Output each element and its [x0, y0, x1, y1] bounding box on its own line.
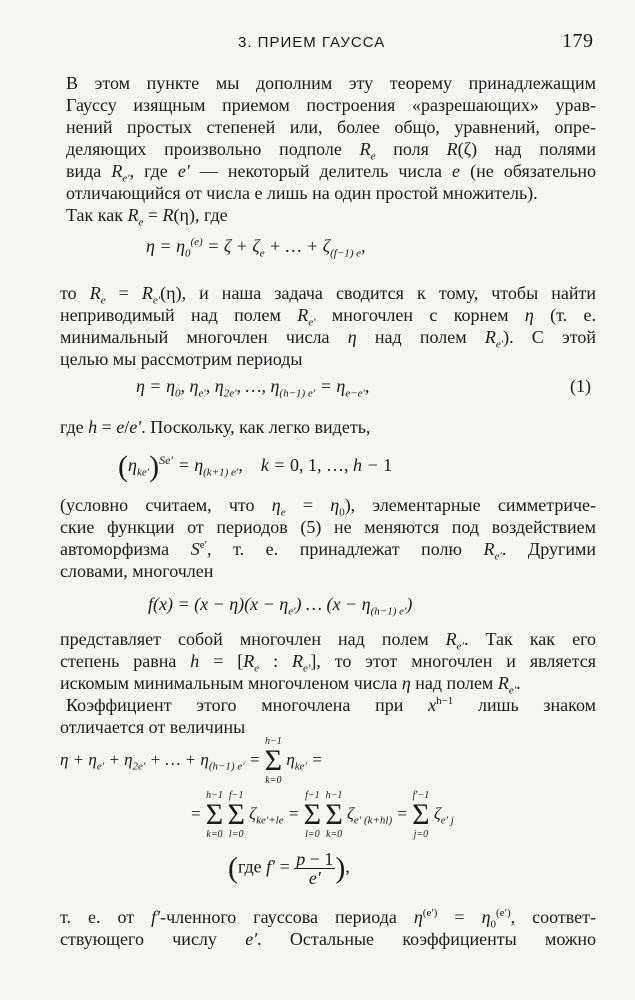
paragraph-minimal-polynomial	[60, 628, 596, 697]
text-line: искомым минимальным многочленом числа η над полем $R_{e'}$.	[60, 673, 521, 697]
text-line: минимальный многочлен числа η над полем $R_{e'}$). С этой	[60, 327, 597, 351]
text-line: словами, многочлен	[60, 561, 214, 581]
formula-periods: $\eta = \eta_0$, $\eta_{e'}$, $\eta_{2e'}$, …, $\eta_{(h-1) e'} = \eta_{e-e'}$,	[136, 376, 370, 400]
text-line: автоморфизма $S^{e'}$, т. е. принадлежат полю $R_{e'}$. Другими	[60, 539, 596, 563]
text-line: отличается от величины	[60, 717, 246, 737]
text-line: В этом пункте мы дополним эту теорему принадлежащим	[66, 73, 596, 93]
paragraph-coefficient	[60, 694, 596, 738]
paragraph-reduction	[60, 282, 596, 370]
text-line: деляющих произвольно подполе $R_e$ поля R(ζ) над полями	[66, 139, 597, 163]
formula-eta-sum: $\eta = \eta_0^{(e)} = \zeta + \zeta_e$ + … + $\zeta_{(f-1) e}$,	[146, 236, 366, 260]
text-line: целью мы рассмотрим периоды	[60, 349, 303, 369]
paragraph-intro	[60, 72, 596, 204]
equation-number: (1)	[570, 376, 591, 396]
text-line: нений простых степеней или, более общо, уравнений, опре-	[66, 117, 596, 137]
text-line: ские функции от периодов (5) не меняются под воздействием	[60, 517, 596, 537]
text-line: Так как $R_e = R(\eta)$, где	[66, 205, 228, 229]
text-line: ствующего числу e′. Остальные коэффициенты можно	[60, 929, 596, 949]
text-line: отличающийся от числа e лишь на один простой множитель).	[66, 183, 538, 203]
text-line: Коэффициент этого многочлена при $x^{h-1}$ лишь знаком	[66, 695, 597, 715]
formula-sum-line2: = h−1 Σ k=0 f−1 Σ l=0 $\zeta_{ke'+le}$ = f−1 Σ l=0 h−1 Σ k=0 $\zeta_{e' (k+hl)}$ = f′−1 Σ j=0 $\zeta_{e' j}$	[190, 790, 454, 840]
text-line: Гауссу изящным приемом построения «разрешающих» урав-	[66, 95, 596, 115]
text-line: неприводимый над полем $R_{e'}$ многочлен с корнем η (т. е.	[60, 305, 597, 329]
text-line: (условно считаем, что $\eta_e = \eta_0$), элементарные симметриче-	[60, 495, 596, 519]
formula-sum-line1: $\eta + \eta_{e'} + \eta_{2e'}$ + … + $\eta_{(h-1) e'}$ = h−1 Σ k=0 $\eta_{ke'}$ =	[60, 736, 323, 786]
text-line: где h = e/e′. Поскольку, как легко видеть,	[60, 417, 371, 437]
text-line: степень равна $h = [R_e$ : $R_{e'}$], то этот многочлен и является	[60, 651, 596, 675]
formula-where-f: (где f′ = $\frac{p - 1}{e'}$ ),	[228, 849, 350, 888]
running-header-title: 3. ПРИЕМ ГАУССА	[238, 34, 386, 51]
formula-automorphism: $(\eta_{ke'})^{Se'} = \eta_{(k+1) e'}$, k = 0, 1, …, h − 1	[118, 450, 393, 483]
paragraph-gauss-period	[60, 906, 596, 950]
text-line: то $R_e = R_{e'}(\eta)$, и наша задача сводится к тому, чтобы найти	[60, 283, 596, 307]
formula-polynomial: $f(x) = (x - \eta)(x - \eta_{e'})$ … $(x - \eta_{(h-1) e'})$	[148, 594, 413, 618]
text-line: вида $R_{e'}$, где e′ — некоторый делитель числа e (не обязательно	[66, 161, 597, 185]
paragraph-symmetric	[60, 494, 596, 582]
text-line: представляет собой многочлен над полем $R_{e'}$. Так как его	[60, 629, 596, 653]
text-line: т. е. от f′-членного гауссова периода $\eta^{(e')} = \eta_0^{(e')}$, соответ-	[60, 907, 596, 931]
page-number: 179	[562, 30, 594, 52]
